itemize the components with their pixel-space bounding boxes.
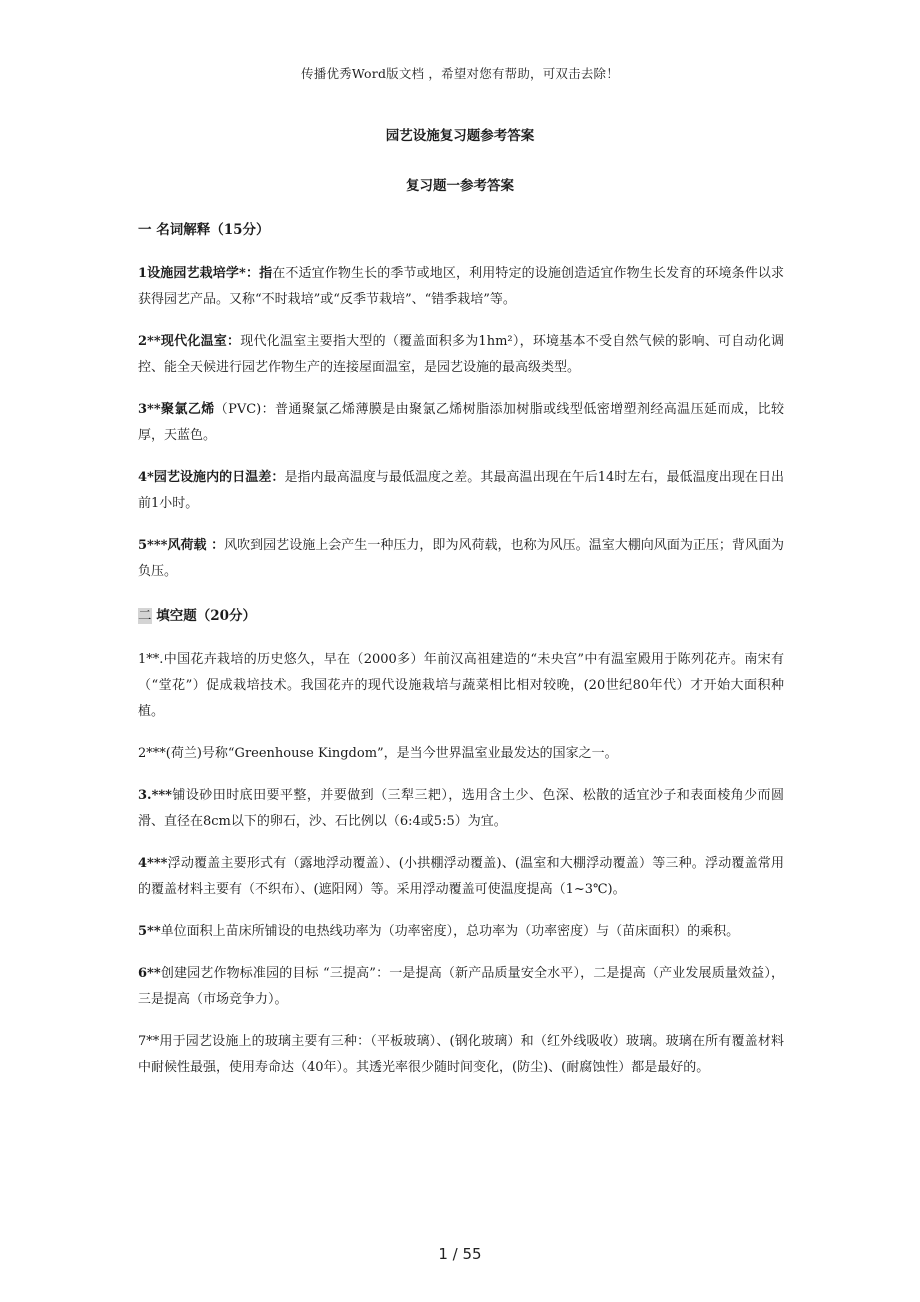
term-label: 1设施园艺栽培学*：指 — [138, 266, 273, 281]
term-text: 风吹到园艺设施上会产生一种压力，即为风荷载，也称为风压。温室大棚向风面为正压；背风面为负压。 — [138, 538, 784, 579]
term-label: 5***风荷载 ： — [138, 538, 225, 553]
question-item — [138, 851, 784, 903]
definition-item — [138, 329, 784, 381]
question-text: 单位面积上苗床所铺设的电热线功率为（功率密度），总功率为（功率密度）与（苗床面积）的乘积。 — [160, 924, 740, 939]
question-item — [138, 783, 784, 835]
page-number: 1 / 55 — [438, 1245, 482, 1263]
question-text: 浮动覆盖主要形式有（露地浮动覆盖）、(小拱棚浮动覆盖)、(温室和大棚浮动覆盖）等三种。浮动覆盖常用的覆盖材料主要有（不织布）、(遮阳网）等。采用浮动覆盖可使温度提高（1~3℃)。 — [138, 856, 784, 897]
definition-item — [138, 465, 784, 517]
term-text: （PVC)：普通聚氯乙烯薄膜是由聚氯乙烯树脂添加树脂或线型低密增塑剂经高温压延而成，比较厚，天蓝色。 — [138, 402, 784, 443]
question-text: 2***(荷兰)号称“Greenhouse Kingdom”，是当今世界温室业最发达的国家之一。 — [138, 746, 618, 761]
term-label: 4*园艺设施内的日温差： — [138, 470, 285, 485]
question-label: 3.*** — [138, 788, 172, 803]
question-label: 5** — [138, 924, 161, 939]
question-text: 7**用于园艺设施上的玻璃主要有三种：（平板玻璃）、(钢化玻璃）和（红外线吸收）玻璃。玻璃在所有覆盖材料中耐候性最强，使用寿命达（40年）。其透光率很少随时间变化，(防尘)、(耐腐蚀性）都是最好的。 — [138, 1034, 784, 1075]
term-label: 2**现代化温室： — [138, 334, 241, 349]
section-heading-fill-blanks — [138, 606, 784, 626]
document-body — [138, 220, 784, 1081]
definition-item — [138, 261, 784, 313]
question-text: 铺设砂田时底田要平整，并要做到（三犁三耙），选用含土少、色深、松散的适宜沙子和表面棱角少而圆滑、直径在8cm以下的卵石，沙、石比例以（6:4或5:5）为宜。 — [138, 788, 784, 829]
document-title: 园艺设施复习题参考答案 — [385, 128, 535, 144]
term-text: 现代化温室主要指大型的（覆盖面积多为1hm²），环境基本不受自然气候的影响、可自动化调控、能全天候进行园艺作物生产的连接屋面温室，是园艺设施的最高级类型。 — [138, 334, 784, 375]
question-label: 4*** — [138, 856, 168, 871]
term-text: 在不适宜作物生长的季节或地区，利用特定的设施创造适宜作物生长发育的环境条件以求获得园艺产品。又称“不时栽培”或“反季节栽培”、“错季栽培”等。 — [138, 266, 784, 307]
definition-item — [138, 397, 784, 449]
definition-item — [138, 533, 784, 585]
question-item — [138, 647, 784, 725]
question-text: 创建园艺作物标准园的目标 “三提高”：一是提高（新产品质量安全水平），二是提高（产业发展质量效益），三是提高（市场竞争力）。 — [138, 966, 784, 1007]
question-item — [138, 741, 784, 767]
document-subtitle: 复习题一参考答案 — [406, 178, 514, 194]
heading-text: 填空题（20分） — [151, 608, 256, 624]
heading-mark: 二 — [138, 608, 152, 624]
question-text: 1**.中国花卉栽培的历史悠久，早在（2000多）年前汉高祖建造的“未央宫”中有温室殿用于陈列花卉。南宋有（“堂花”）促成栽培技术。我国花卉的现代设施栽培与蔬菜相比相对较晚，(20世纪80年代）才开始大面积种植。 — [138, 652, 784, 719]
question-label: 6** — [138, 966, 161, 981]
term-label: 3**聚氯乙烯 — [138, 402, 215, 417]
section-heading-definitions: 一 名词解释（15分） — [138, 222, 270, 238]
question-item — [138, 961, 784, 1013]
header-note: 传播优秀Word版文档 ，希望对您有帮助，可双击去除！ — [301, 66, 619, 81]
term-text: 是指内最高温度与最低温度之差。其最高温出现在午后14时左右，最低温度出现在日出前1小时。 — [138, 470, 784, 511]
question-item — [138, 1029, 784, 1081]
question-item — [138, 919, 784, 945]
